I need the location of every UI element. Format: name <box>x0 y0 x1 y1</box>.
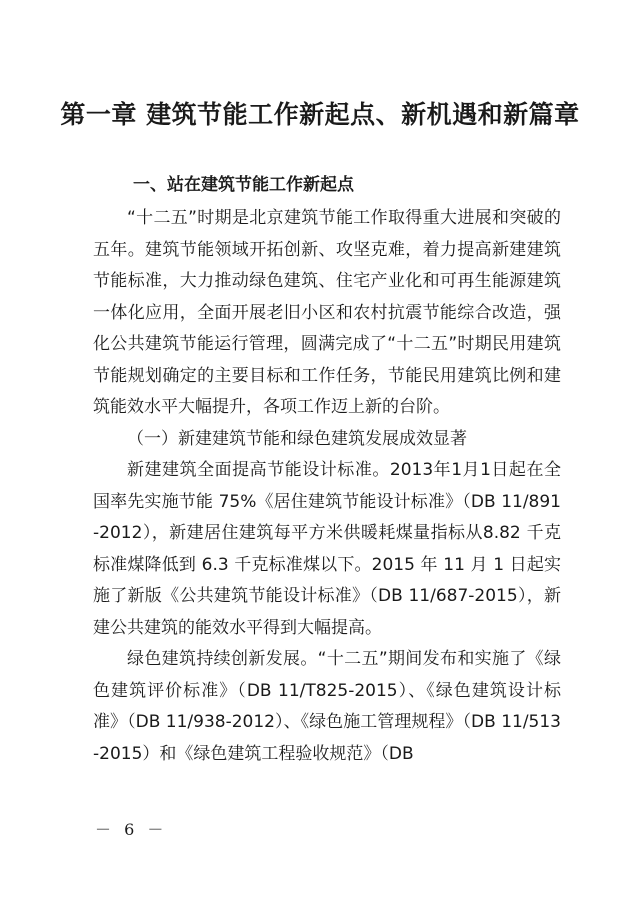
paragraph-2: 新建建筑全面提高节能设计标准。2013年1月1日起在全国率先实施节能 75%《居住建筑节能设计标准》（DB 11/891-2012），新建居住建筑每平方米供暖耗煤量指标从8.82 千克标准煤降低到 6.3 千克标准煤以下。2015 年 11 月 1 日起实施了新版《公共建筑节能设计标准》（DB 11/687-2015），新建公共建筑的能效水平得到大幅提高。 <box>93 460 561 638</box>
body-text <box>93 170 561 770</box>
subsection-heading: （一）新建建筑节能和绿色建筑发展成效显著 <box>127 428 467 449</box>
paragraph-1: “十二五”时期是北京建筑节能工作取得重大进展和突破的五年。建筑节能领域开拓创新、攻坚克难，着力提高新建建筑节能标准，大力推动绿色建筑、住宅产业化和可再生能源建筑一体化应用，全面开展老旧小区和农村抗震节能综合改造，强化公共建筑节能运行管理，圆满完成了“十二五”时期民用建筑节能规划确定的主要目标和工作任务，节能民用建筑比例和建筑能效水平大幅提升，各项工作迈上新的台阶。 <box>93 208 561 417</box>
page-number: － 6 － <box>95 820 168 839</box>
paragraph-3: 绿色建筑持续创新发展。“十二五”期间发布和实施了《绿色建筑评价标准》（DB 11/T825-2015）、《绿色建筑设计标准》（DB 11/938-2012）、《绿色施工管理规程》（DB 11/513-2015）和《绿色建筑工程验收规范》（DB <box>93 649 561 764</box>
section-heading: 一、站在建筑节能工作新起点 <box>133 175 354 195</box>
chapter-title: 第一章 建筑节能工作新起点、新机遇和新篇章 <box>60 100 580 129</box>
